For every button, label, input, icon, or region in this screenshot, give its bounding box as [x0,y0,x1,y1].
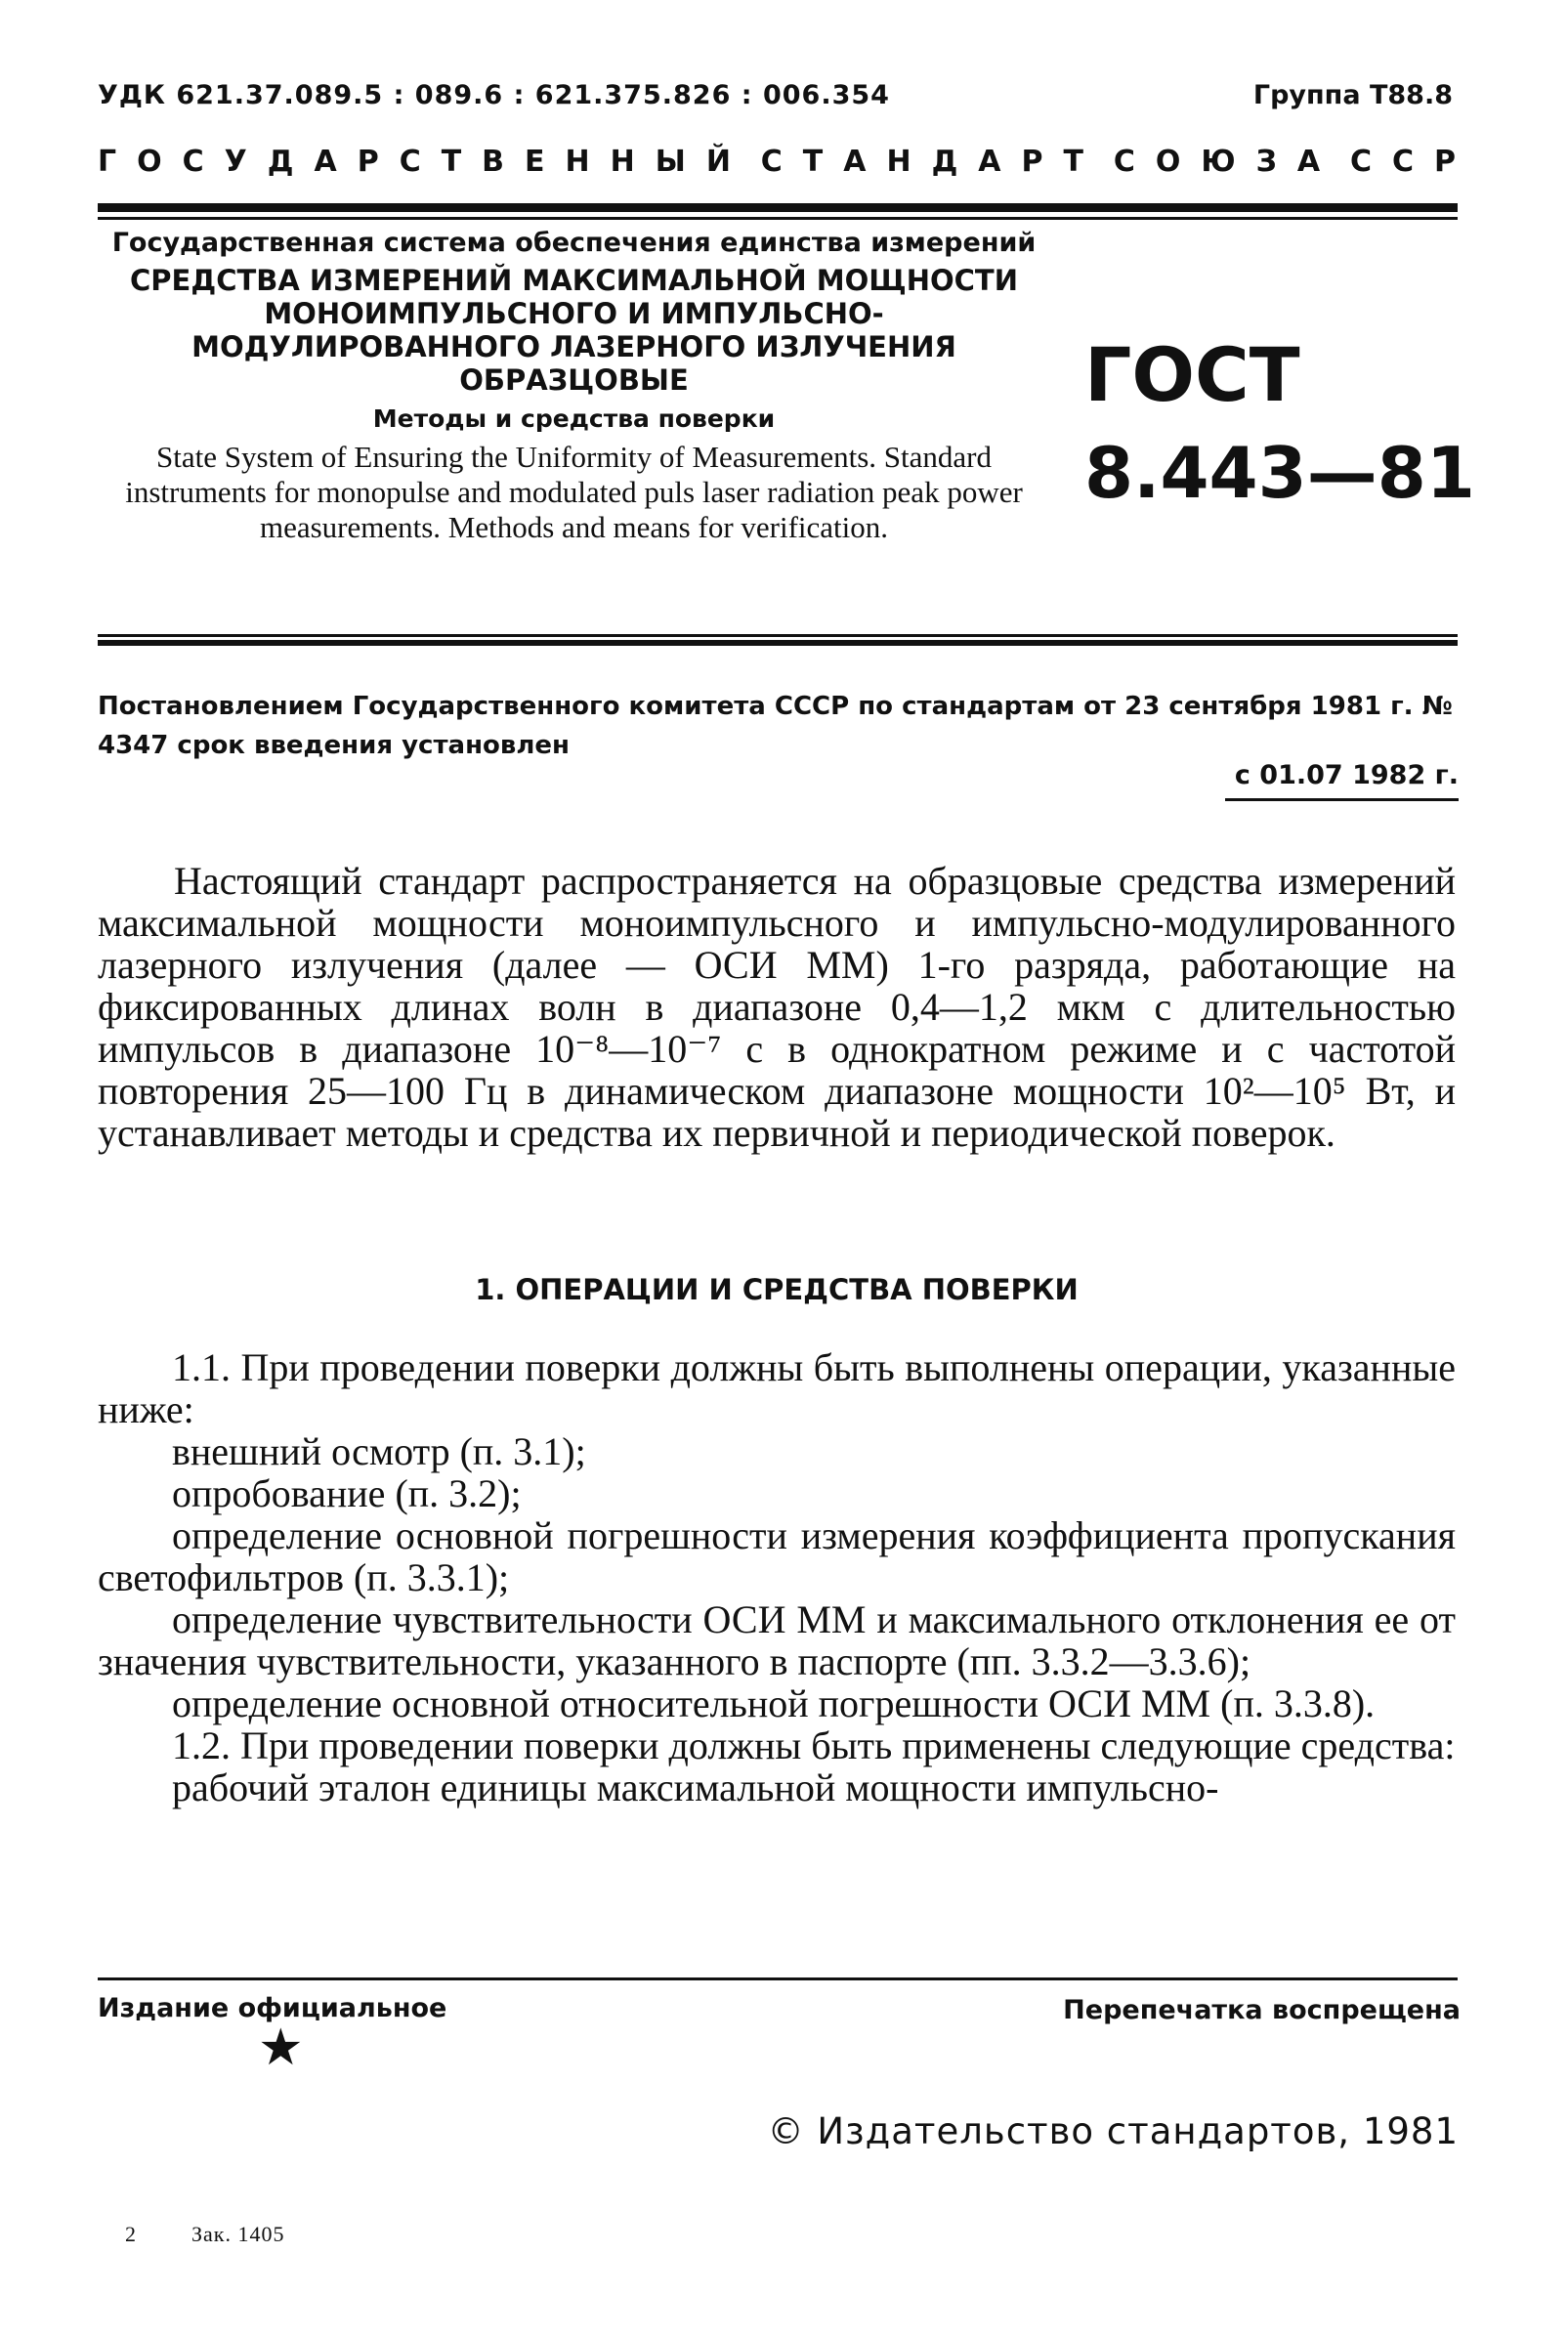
star-icon: ★ [258,2019,304,2077]
reprint-notice: Перепечатка воспрещена [1063,1995,1461,2025]
operation-item: внешний осмотр (п. 3.1); [172,1429,586,1473]
english-title: State System of Ensuring the Uniformity of Measurements. Standard instruments for monopulse and modulated puls laser radiation peak power measurements. Methods and means for verification. [125,440,1023,544]
divider-thin [98,217,1458,220]
edition-label: Издание официальное [98,1993,447,2023]
operation-item: опробование (п. 3.2); [172,1471,522,1515]
effective-date: с 01.07 1982 г. [1225,760,1459,801]
title-block [98,227,1050,545]
section-body [98,1346,1456,1808]
udk-code: УДК 621.37.089.5 : 089.6 : 621.375.826 : 006.354 [98,80,890,110]
means-item: рабочий эталон единицы максимальной мощности импульсно- [172,1765,1219,1809]
order-number: Зак. 1405 [191,2222,285,2246]
system-title: Государственная система обеспечения единства измерений [111,228,1037,258]
divider-thick [98,203,1458,212]
main-title: СРЕДСТВА ИЗМЕРЕНИЙ МАКСИМАЛЬНОЙ МОЩНОСТИ МОНОИМПУЛЬСНОГО И ИМПУЛЬСНО-МОДУЛИРОВАННОГО ЛАЗЕРНОГО ИЗЛУЧЕНИЯ ОБРАЗЦОВЫЕ [130,264,1018,397]
operation-item: определение чувствительности ОСИ ММ и максимального отклонения ее от значения чувствительности, указанного в паспорте (пп. 3.3.2—3.3.6); [98,1597,1456,1683]
decree-text: Постановлением Государственного комитета СССР по стандартам от 23 сентября 1981 г. № 4347 срок введения установлен [98,692,1453,760]
group-code: Группа Т88.8 [1252,80,1453,110]
operation-item: определение основной относительной погрешности ОСИ ММ (п. 3.3.8). [172,1681,1376,1725]
banner-word: ССР [1349,145,1476,179]
section-title: 1. ОПЕРАЦИИ И СРЕДСТВА ПОВЕРКИ [475,1273,1079,1306]
gost-number: 8.443—81 [1084,432,1475,514]
copyright-notice: © Издательство стандартов, 1981 [767,2110,1459,2152]
banner-word: ГОСУДАРСТВЕННЫЙ [98,145,751,179]
intro-paragraph: Настоящий стандарт распространяется на образцовые средства измерений максимальной мощности моноимпульсного и импульсно-модулированного лазерного излучения (далее — ОСИ ММ) 1-го разряда, работающие на фиксированных длинах волн в диапазоне 0,4—1,2 мкм с длительностью импульсов в диапазоне 10⁻⁸—10⁻⁷ с в однократном режиме и с частотой повторения 25—100 Гц в динамическом диапазоне мощности 10²—10⁵ Вт, и устанавливает методы и средства их первичной и периодической поверок. [98,859,1456,1155]
divider-thin [98,634,1458,637]
banner-word: СТАНДАРТ [760,145,1104,179]
divider-thin [98,1977,1458,1980]
methods-subtitle: Методы и средства поверки [372,404,776,433]
divider-thick [98,640,1458,646]
clause-1-1: 1.1. При проведении поверки должны быть выполнены операции, указанные ниже: [98,1345,1456,1431]
page-number: 2 [125,2222,136,2246]
state-standard-banner [98,145,1476,179]
clause-1-2: 1.2. При проведении поверки должны быть применены следующие средства: [172,1723,1456,1767]
banner-word: СОЮЗА [1113,145,1341,179]
operation-item: определение основной погрешности измерения коэффициента пропускания светофильтров (п. 3.3.1); [98,1513,1456,1599]
gost-label: ГОСТ [1084,331,1300,418]
